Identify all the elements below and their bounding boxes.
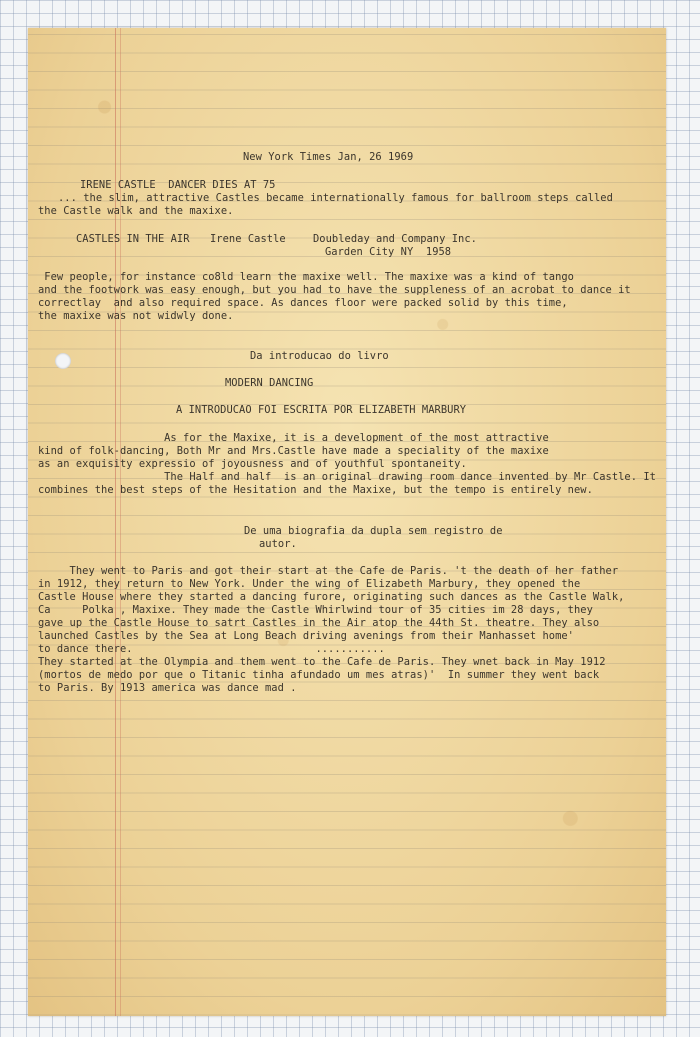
bio-paragraph-line: in 1912, they return to New York. Under the wing of Elizabeth Marbury, they opened the xyxy=(38,578,581,590)
intro-heading: Da introducao do livro xyxy=(250,350,389,362)
book-author: Irene Castle xyxy=(210,233,286,245)
bio-paragraph-line: They went to Paris and got their start at the Cafe de Paris. 't the death of her father xyxy=(38,565,619,577)
book-publisher: Doubleday and Company Inc. xyxy=(313,233,477,245)
margin-rule xyxy=(115,28,116,1016)
bio-paragraph-line: Ca Polka , Maxixe. They made the Castle Whirlwind tour of 35 cities im 28 days, they xyxy=(38,604,593,616)
book-paragraph-line: and the footwork was easy enough, but you had to have the suppleness of an acrobat to dance it xyxy=(38,284,631,296)
intro-author-line: A INTRODUCAO FOI ESCRITA POR ELIZABETH MARBURY xyxy=(176,404,467,416)
torn-hole xyxy=(55,353,71,369)
source-line: New York Times Jan, 26 1969 xyxy=(243,151,414,163)
book-paragraph-line: Few people, for instance co8ld learn the maxixe well. The maxixe was a kind of tango xyxy=(38,271,574,283)
book-paragraph-line: correctlay and also required space. As dances floor were packed solid by this time, xyxy=(38,297,568,309)
obit-line: ... the slim, attractive Castles became internationally famous for ballroom steps called xyxy=(58,192,613,204)
bio-paragraph-line: Castle House where they started a dancing furore, originating such dances as the Castle Walk, xyxy=(38,591,625,603)
bio-paragraph-line: gave up the Castle House to satrt Castles in the Air atop the 44th St. theatre. They also xyxy=(38,617,600,629)
bio-paragraph-line: to dance there. ........... xyxy=(38,643,385,655)
intro-paragraph-line: as an exquisity expressio of joyousness and of youthful spontaneity. xyxy=(38,458,467,470)
intro-paragraph-line: As for the Maxixe, it is a development of the most attractive xyxy=(38,432,549,444)
book-title: CASTLES IN THE AIR xyxy=(76,233,190,245)
bio-paragraph-line: launched Castles by the Sea at Long Beach driving avenings from their Manhasset home' xyxy=(38,630,574,642)
bio-paragraph-line: They started at the Olympia and them went to the Cafe de Paris. They wnet back in May 1912 xyxy=(38,656,606,668)
obit-line: the Castle walk and the maxixe. xyxy=(38,205,234,217)
bio-paragraph-line: to Paris. By 1913 america was dance mad . xyxy=(38,682,297,694)
intro-paragraph-line: The Half and half is an original drawing room dance invented by Mr Castle. It xyxy=(38,471,656,483)
bio-heading: De uma biografia da dupla sem registro de xyxy=(244,525,503,537)
bio-paragraph-line: (mortos de medo por que o Titanic tinha afundado um mes atras)' In summer they went back xyxy=(38,669,600,681)
intro-paragraph-line: kind of folk-dancing, Both Mr and Mrs.Castle have made a speciality of the maxixe xyxy=(38,445,549,457)
intro-paragraph-line: combines the best steps of the Hesitation and the Maxixe, but the tempo is entirely new. xyxy=(38,484,593,496)
obit-headline: IRENE CASTLE DANCER DIES AT 75 xyxy=(80,179,276,191)
book-place-year: Garden City NY 1958 xyxy=(325,246,452,258)
typewritten-page xyxy=(28,28,666,1016)
modern-dancing-title: MODERN DANCING xyxy=(225,377,314,389)
book-paragraph-line: the maxixe was not widwly done. xyxy=(38,310,234,322)
bio-heading: autor. xyxy=(259,538,297,550)
